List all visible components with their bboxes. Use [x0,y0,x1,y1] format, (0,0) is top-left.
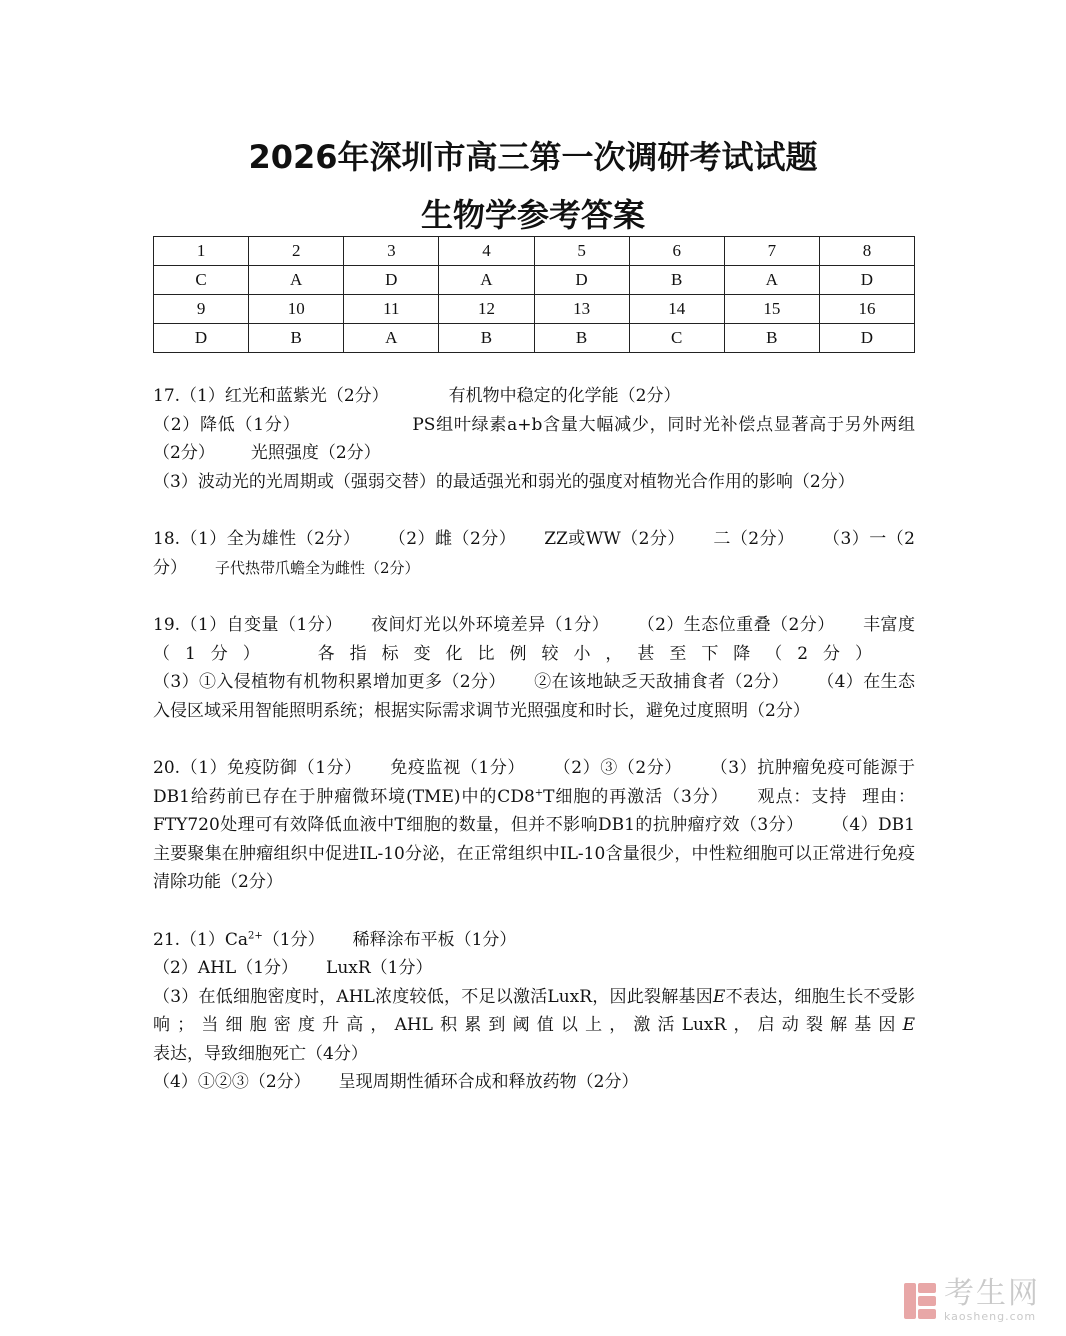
q21-gene-symbol: E [712,986,726,1007]
table-cell: 11 [344,295,439,324]
q21-part3-end: 表达，导致细胞死亡（4分） [153,1043,368,1064]
table-cell: A [439,266,534,295]
q21-receptor: LuxR（1分） [326,958,433,978]
q17-part3: （3）波动光的光周期或（强弱交替）的最适强光和弱光的强度对植物光合作用的影响（2分） [153,471,855,492]
q21-method: 稀释涂布平板（1分） [352,929,517,950]
table-row-answers [154,266,915,295]
table-cell: 12 [439,295,534,324]
q18-genotype: ZZ或WW（2分） [544,529,685,549]
document-title: 2026年深圳市高三第一次调研考试试题 [248,138,818,176]
q21-part4: （4）①②③（2分） [153,1072,311,1092]
q20-reason: 理由：FTY720处理可有效降低血液中T细胞的数量，但并不影响DB1的抗肿瘤疗效（3分） [153,786,916,835]
table-cell: D [534,266,629,295]
q18-result: 子代热带爪蟾全为雌性（2分） [215,558,420,577]
table-cell: B [439,324,534,353]
table-cell: B [534,324,629,353]
q20-view: 观点：支持 [756,786,848,807]
q19-part2: （2）生态位重叠（2分） [637,615,835,635]
table-cell: 4 [439,237,534,266]
q17-part1: 17.（1）红光和蓝紫光（2分） [153,386,389,406]
table-cell: 1 [154,237,249,266]
q18-count: 二（2分） [712,529,795,549]
q21-part3-cont: 不表达，细胞生长不受影响；当细胞密度升高，AHL积累到阈值以上，激活LuxR，启动裂解基因 [153,986,915,1035]
q17-part2: （2）降低（1分） [153,414,301,435]
q20-part3-cont: T细胞的再激活（3分） [543,786,729,807]
kaosheng-logo-icon [902,1281,938,1321]
question-21 [153,926,915,1097]
table-cell: D [344,266,439,295]
q21-superscript: 2+ [248,929,263,941]
table-cell: 9 [154,295,249,324]
table-row-question-numbers [154,237,915,266]
q18-part2: （2）雌（2分） [388,529,517,549]
q20-part3: （3）抗肿瘤免疫可能源于DB1给药前已存在于肿瘤微环境(TME)中的CD8 [153,758,915,807]
table-cell: 14 [629,295,724,324]
q17-part2-reason: PS组叶绿素a+b含量大幅减少，同时光补偿点显著高于另外两组（2分） [153,414,915,463]
q20-superscript: + [534,786,544,798]
q18-part1: 18.（1）全为雄性（2分） [153,529,361,549]
table-cell: C [154,266,249,295]
q21-part1-score: （1分） [262,929,325,950]
table-cell: A [344,324,439,353]
q20-part2: （2）③（2分） [553,758,683,778]
table-cell: D [819,324,914,353]
table-cell: 5 [534,237,629,266]
q17-part1-energy: 有机物中稳定的化学能（2分） [448,386,681,406]
answer-table [153,236,915,353]
q19-part3: （3）①入侵植物有机物积累增加更多（2分） [153,672,506,692]
table-row-answers [154,324,915,353]
table-cell: B [724,324,819,353]
q21-gene-symbol: E [902,1015,915,1035]
question-19 [153,611,915,725]
table-cell: B [249,324,344,353]
table-cell: 16 [819,295,914,324]
q19-change: 各指标变化比例较小，甚至下降（2分） [302,643,887,664]
q21-release: 呈现周期性循环合成和释放药物（2分） [338,1072,639,1092]
table-cell: 3 [344,237,439,266]
watermark-name: 考生网 [944,1276,1040,1311]
table-cell: 10 [249,295,344,324]
table-cell: 15 [724,295,819,324]
q20-part1: 20.（1）免疫防御（1分） [153,758,362,778]
table-cell: 2 [249,237,344,266]
q21-part3: （3）在低细胞密度时，AHL浓度较低，不足以激活LuxR，因此裂解基因 [153,986,713,1007]
answer-sections [153,382,915,1126]
watermark-domain: kaosheng.com [944,1310,1037,1323]
table-cell: B [629,266,724,295]
question-20 [153,754,915,897]
q19-part1: 19.（1）自变量（1分） [153,615,343,635]
watermark [902,1276,1040,1323]
q19-predator: ②在该地缺乏天敌捕食者（2分） [533,672,789,692]
table-row-question-numbers [154,295,915,324]
table-cell: 13 [534,295,629,324]
q20-part4: （4）DB1主要聚集在肿瘤组织中促进IL-10分泌，在正常组织中IL-10含量很少，中性粒细胞可以正常进行免疫清除功能（2分） [153,815,915,892]
table-cell: 6 [629,237,724,266]
table-cell: 7 [724,237,819,266]
q21-part2: （2）AHL（1分） [153,958,299,978]
q17-part2-factor: 光照强度（2分） [250,443,381,463]
q19-variable: 夜间灯光以外环境差异（1分） [370,615,610,635]
q18-part3: （3）一（2分） [153,529,915,578]
q21-part1: 21.（1）Ca [153,929,248,950]
table-cell: A [249,266,344,295]
table-cell: A [724,266,819,295]
table-cell: D [819,266,914,295]
question-17 [153,382,915,496]
table-cell: C [629,324,724,353]
q19-part4: （4）在生态入侵区域采用智能照明系统；根据实际需求调节光照强度和时长，避免过度照明（2分） [153,672,915,721]
question-18 [153,525,915,582]
document-subtitle: 生物学参考答案 [420,196,645,234]
q20-surveillance: 免疫监视（1分） [389,758,526,778]
q19-richness: 丰富度（1分） [153,615,915,664]
table-cell: 8 [819,237,914,266]
table-cell: D [154,324,249,353]
